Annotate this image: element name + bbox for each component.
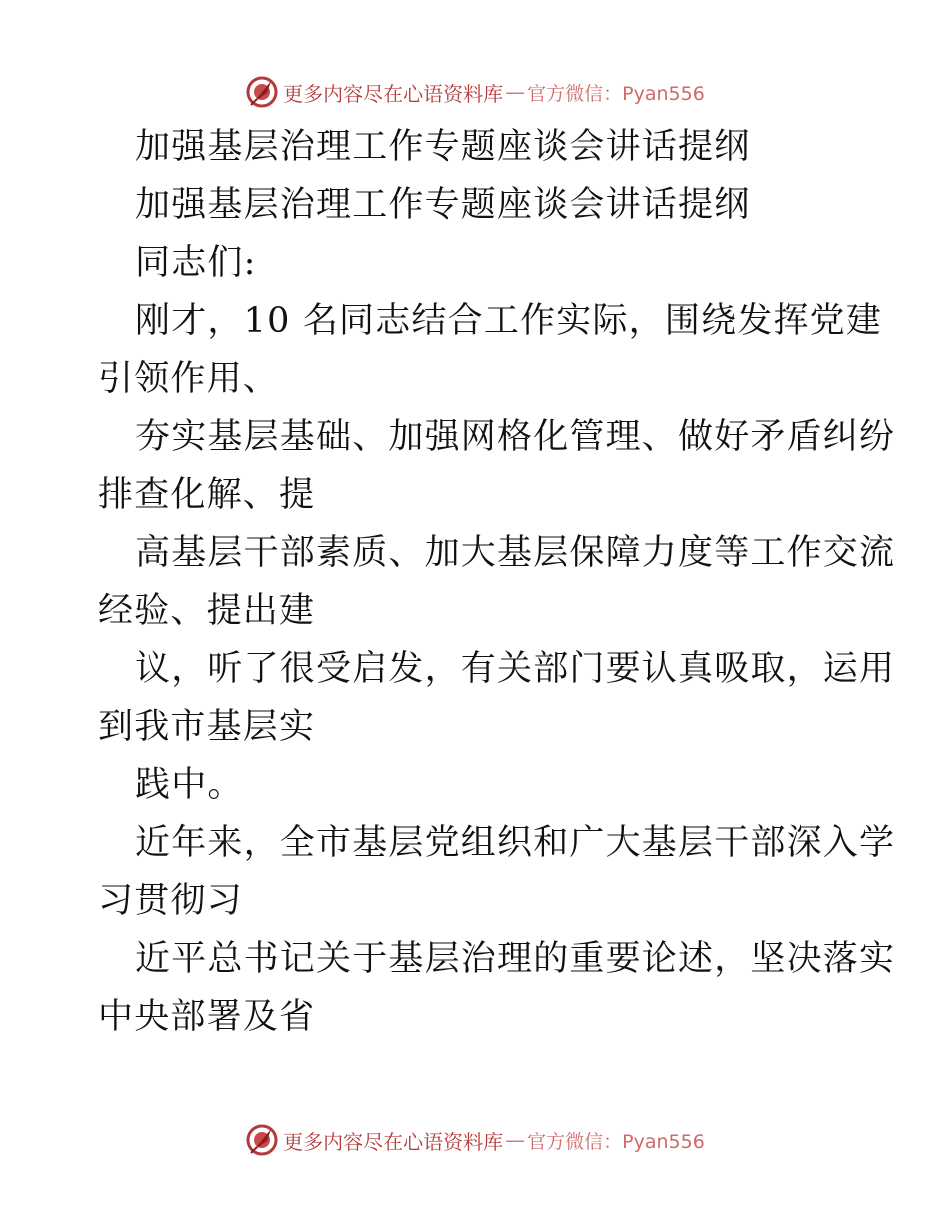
paragraph-line: 夯实基层基础、加强网格化管理、做好矛盾纠纷	[135, 417, 896, 457]
banner-separator: —	[505, 1128, 526, 1152]
paragraph-line: 引领作用、	[98, 359, 280, 399]
paragraph-line: 刚才，10 名同志结合工作实际，围绕发挥党建	[135, 301, 883, 341]
banner-title: 更多内容尽在心语资料库	[283, 81, 504, 106]
banner-wechat: 官方微信：Pyan556	[527, 1130, 705, 1153]
banner-separator: —	[505, 80, 526, 104]
paragraph-line: 高基层干部素质、加大基层保障力度等工作交流	[135, 533, 896, 573]
banner-title: 更多内容尽在心语资料库	[283, 1129, 504, 1154]
paragraph-line: 中央部署及省	[98, 997, 316, 1037]
paragraph-line: 近年来，全市基层党组织和广大基层干部深入学	[135, 823, 896, 863]
paragraph-line: 习贯彻习	[98, 881, 243, 921]
paragraph-line: 经验、提出建	[98, 591, 316, 631]
paragraph-line: 践中。	[135, 765, 244, 805]
quill-logo-icon	[245, 1123, 279, 1157]
quill-logo-icon	[245, 75, 279, 109]
doc-title-repeat: 加强基层治理工作专题座谈会讲话提纲	[135, 185, 751, 225]
footer-banner	[0, 1120, 950, 1160]
document-body	[98, 118, 896, 1046]
salutation: 同志们:	[135, 243, 257, 283]
paragraph-line: 近平总书记关于基层治理的重要论述，坚决落实	[135, 939, 896, 979]
paragraph-line: 议，听了很受启发，有关部门要认真吸取，运用	[135, 649, 896, 689]
doc-title: 加强基层治理工作专题座谈会讲话提纲	[135, 127, 751, 167]
banner-wechat: 官方微信：Pyan556	[527, 82, 705, 105]
paragraph-line: 排查化解、提	[98, 475, 316, 515]
header-banner	[0, 72, 950, 112]
paragraph-line: 到我市基层实	[98, 707, 316, 747]
